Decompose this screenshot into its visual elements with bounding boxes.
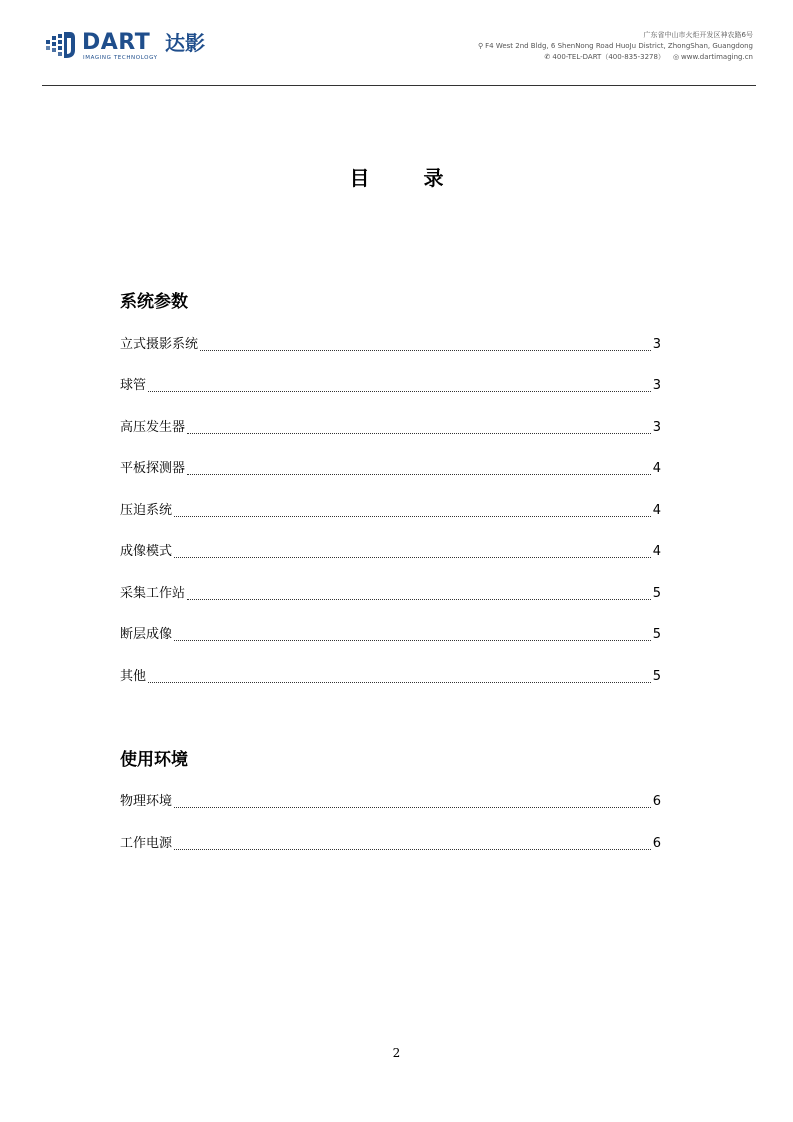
- toc-entry[interactable]: [120, 791, 661, 811]
- dot-leader: [148, 681, 651, 683]
- website-link[interactable]: www.dartimaging.cn: [681, 53, 753, 61]
- toc-entry[interactable]: [120, 541, 661, 561]
- phone-icon: ✆: [544, 53, 551, 61]
- toc-entry-label: 平板探测器: [120, 461, 186, 476]
- location-pin-icon: ⚲: [477, 42, 484, 50]
- dot-leader: [187, 598, 651, 600]
- phone-number: 400-TEL-DART（400-835-3278）: [552, 53, 665, 61]
- section-heading-operating-environment: 使用环境: [120, 750, 188, 770]
- dart-logo-icon: [44, 30, 76, 60]
- toc-entry[interactable]: [120, 375, 661, 395]
- logo-chinese-name: 达影: [165, 31, 205, 55]
- page-header: [0, 0, 793, 90]
- toc-entry[interactable]: [120, 417, 661, 437]
- page-number: 2: [392, 1046, 401, 1060]
- toc-entry[interactable]: [120, 334, 661, 354]
- toc-title-char-2: 录: [423, 166, 444, 190]
- toc-entry-label: 断层成像: [120, 627, 173, 642]
- toc-entry-label: 其他: [120, 669, 147, 684]
- toc-entry[interactable]: [120, 583, 661, 603]
- dot-leader: [187, 473, 651, 475]
- company-logo: [44, 28, 224, 64]
- globe-icon: ◎: [672, 53, 680, 61]
- toc-entry-label: 高压发生器: [120, 420, 186, 435]
- toc-entry-label: 立式摄影系统: [120, 337, 199, 352]
- toc-entry-label: 球管: [120, 378, 147, 393]
- dot-leader: [187, 432, 651, 434]
- toc-entry-page: 5: [652, 627, 661, 642]
- logo-tagline: IMAGING TECHNOLOGY: [83, 55, 158, 61]
- dot-leader: [148, 390, 651, 392]
- toc-entry-page: 4: [652, 544, 661, 559]
- toc-entry-label: 压迫系统: [120, 503, 173, 518]
- toc-entry-page: 5: [652, 586, 661, 601]
- toc-entry-page: 4: [652, 461, 661, 476]
- address-chinese: 广东省中山市火炬开发区神农路6号: [643, 31, 753, 39]
- toc-entry-label: 物理环境: [120, 794, 173, 809]
- toc-entry[interactable]: [120, 624, 661, 644]
- toc-entry-page: 5: [652, 669, 661, 684]
- address-english-line: [393, 41, 753, 52]
- company-contact-block: [393, 30, 753, 63]
- contact-line: [393, 52, 753, 63]
- toc-entry[interactable]: [120, 666, 661, 686]
- dot-leader: [174, 639, 651, 641]
- toc-title-char-1: 目: [349, 166, 370, 190]
- header-divider: [42, 85, 756, 86]
- toc-entry-label: 成像模式: [120, 544, 173, 559]
- dot-leader: [174, 515, 651, 517]
- dot-leader: [174, 806, 651, 808]
- toc-entry-page: 6: [652, 836, 661, 851]
- logo-wordmark: DART: [82, 30, 151, 55]
- toc-entry-page: 3: [652, 378, 661, 393]
- toc-entry-page: 6: [652, 794, 661, 809]
- toc-title: [0, 164, 793, 192]
- dot-leader: [200, 349, 651, 351]
- toc-entry[interactable]: [120, 458, 661, 478]
- section-heading-system-parameters: 系统参数: [120, 292, 188, 312]
- toc-entry[interactable]: [120, 500, 661, 520]
- dot-leader: [174, 848, 651, 850]
- toc-entry-label: 采集工作站: [120, 586, 186, 601]
- toc-entry-page: 4: [652, 503, 661, 518]
- toc-entry-label: 工作电源: [120, 836, 173, 851]
- toc-entry-page: 3: [652, 337, 661, 352]
- toc-entry[interactable]: [120, 833, 661, 853]
- toc-entry-page: 3: [652, 420, 661, 435]
- dot-leader: [174, 556, 651, 558]
- address-english: F4 West 2nd Bldg, 6 ShenNong Road HuoJu District, ZhongShan, Guangdong: [485, 42, 753, 50]
